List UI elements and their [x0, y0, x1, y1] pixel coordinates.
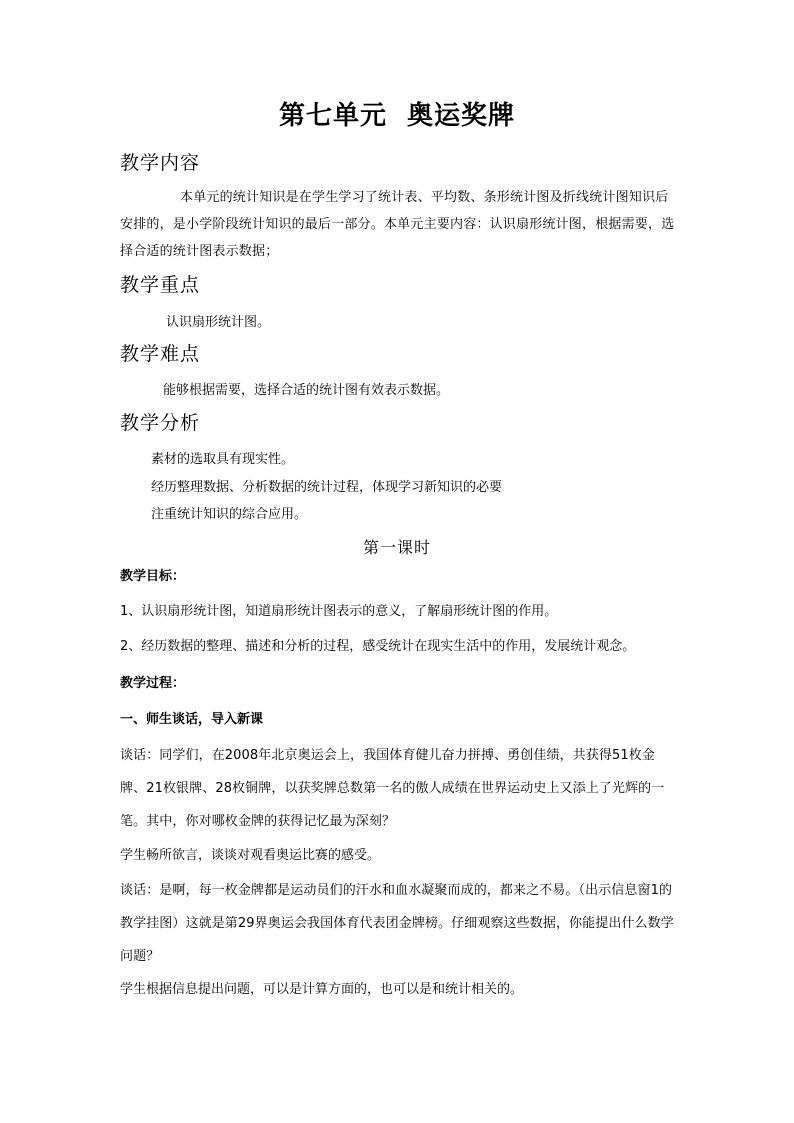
paragraph-teaching-content: 本单元的统计知识是在学生学习了统计表、平均数、条形统计图及折线统计图知识后安排的，是小学阶段统计知识的最后一部分。本单元主要内容：认识扇形统计图，根据需要，选择合适的统计图表示数据； [120, 190, 675, 259]
talk-paragraph: 谈话：同学们，在2008年北京奥运会上，我国体育健儿奋力拼搏、勇创佳绩，共获得51枚金牌、21枚银牌、28枚铜牌，以获奖牌总数第一名的傲人成绩在世界运动史上又添上了光辉的一笔。其中，你对哪枚金牌的获得记忆最为深刻？ [120, 748, 665, 829]
heading-teaching-content: 教学内容 [120, 152, 201, 174]
heading-analysis: 教学分析 [120, 412, 201, 434]
talk-paragraph: 谈话：是啊，每一枚金牌都是运动员们的汗水和血水凝聚而成的，都来之不易。（出示信息窗1的教学挂图）这就是第29界奥运会我国体育代表团金牌榜。仔细观察这些数据，你能提出什么数学问题？ [120, 883, 674, 964]
heading-key-point: 教学重点 [120, 274, 201, 296]
goal-item: 1、认识扇形统计图，知道扇形统计图表示的意义，了解扇形统计图的作用。 [120, 604, 558, 619]
process-label: 教学过程： [120, 676, 186, 691]
lesson-title: 第一课时 [362, 538, 431, 557]
heading-difficulty: 教学难点 [120, 343, 201, 365]
paragraph-key-point: 认识扇形统计图。 [166, 315, 271, 330]
student-paragraph: 学生根据信息提出问题，可以是计算方面的，也可以是和统计相关的。 [120, 982, 524, 997]
paragraph-difficulty: 能够根据需要，选择合适的统计图有效表示数据。 [163, 383, 450, 398]
step1-label: 一、师生谈话，导入新课 [120, 712, 264, 727]
document-title: 第七单元 奥运奖牌 [278, 101, 516, 131]
analysis-line: 经历整理数据、分析数据的统计过程，体现学习新知识的必要 [151, 480, 503, 495]
analysis-line: 注重统计知识的综合应用。 [151, 507, 308, 522]
goals-label: 教学目标： [120, 569, 186, 584]
goal-item: 2、经历数据的整理、描述和分析的过程，感受统计在现实生活中的作用，发展统计观念。 [120, 639, 636, 654]
analysis-line: 素材的选取具有现实性。 [151, 452, 295, 467]
student-paragraph: 学生畅所欲言，谈谈对观看奥运比赛的感受。 [120, 848, 381, 863]
